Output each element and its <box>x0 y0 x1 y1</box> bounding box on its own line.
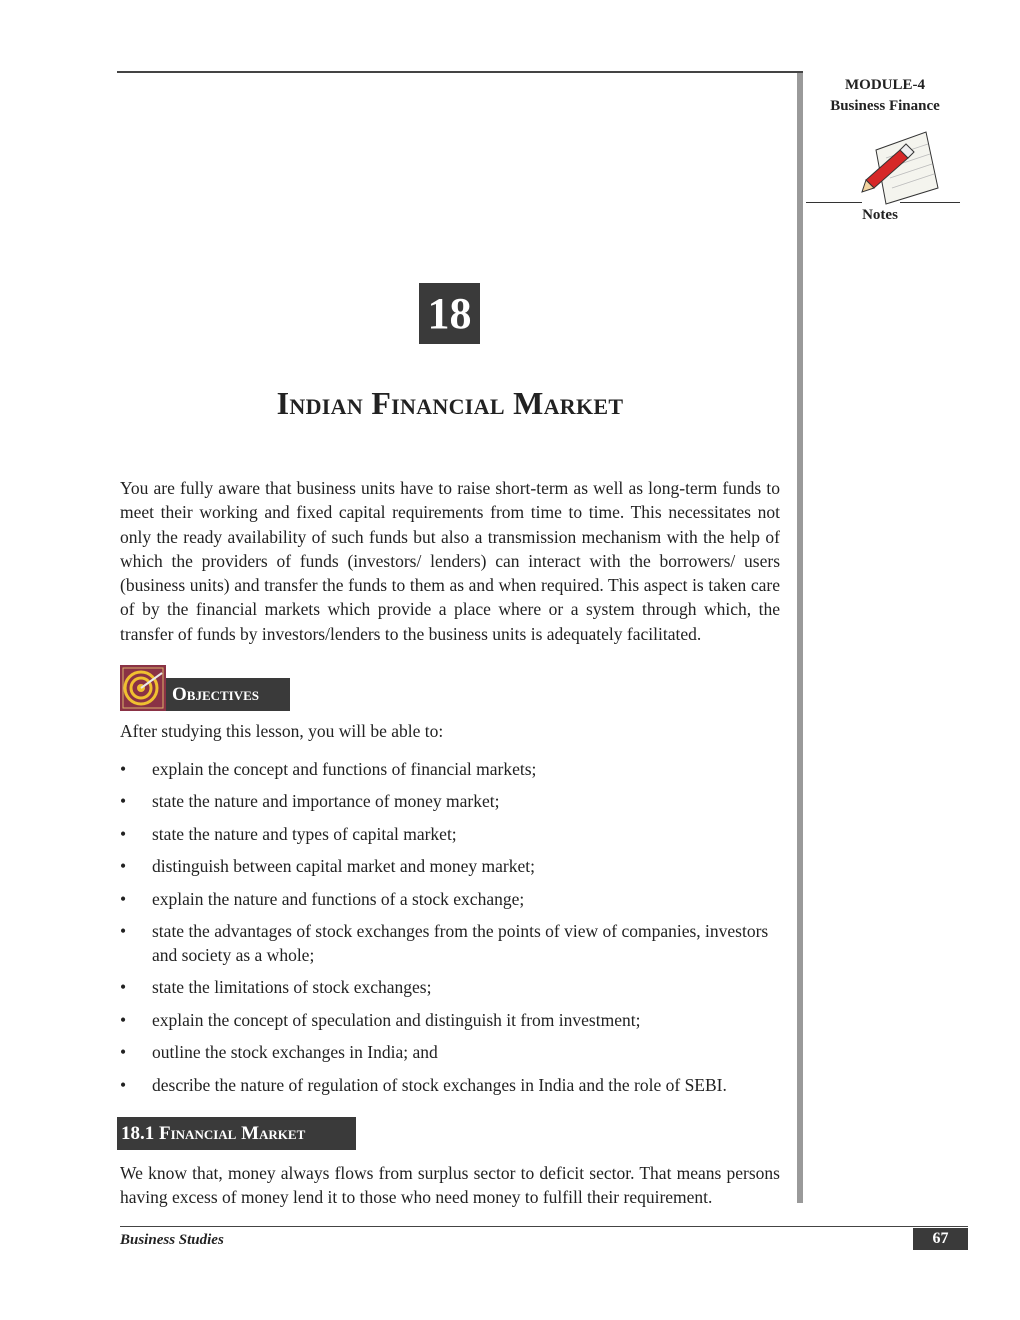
list-item-text: state the limitations of stock exchanges; <box>152 977 432 998</box>
list-item-text: state the advantages of stock exchanges from the points of view of companies, investors and society as a whole; <box>152 920 769 965</box>
list-item <box>120 975 780 999</box>
chapter-number: 18 <box>419 283 480 344</box>
module-subject: Business Finance <box>830 98 940 114</box>
list-item-text: explain the concept and functions of financial markets; <box>152 759 537 779</box>
bullet: • <box>120 977 127 998</box>
list-item <box>120 1008 780 1032</box>
footer-book-title: Business Studies <box>120 1232 224 1248</box>
bottom-rule <box>120 1226 968 1227</box>
bullet: • <box>120 1074 127 1095</box>
list-item-text: state the nature and importance of money market; <box>152 791 500 812</box>
notes-rule-left <box>806 202 862 203</box>
objectives-heading: Objectives <box>166 678 290 711</box>
list-item <box>120 919 780 967</box>
list-item-text: describe the nature of regulation of stock exchanges in India and the role of SEBI. <box>152 1074 727 1095</box>
objectives-target-icon <box>120 665 166 711</box>
list-item <box>120 1073 780 1097</box>
module-header <box>810 75 960 117</box>
list-item <box>120 887 780 911</box>
bullet: • <box>120 856 127 877</box>
chapter-title: Indian Financial Market <box>276 385 624 421</box>
bullet: • <box>120 759 127 779</box>
list-item <box>120 789 780 813</box>
bullet: • <box>120 1042 127 1063</box>
module-label: MODULE-4 <box>845 77 925 93</box>
notes-rule-right <box>900 202 960 203</box>
objectives-intro: After studying this lesson, you will be able to: <box>120 721 444 741</box>
notes-pencil-icon <box>856 128 940 208</box>
list-item-text: outline the stock exchanges in India; and <box>152 1042 438 1063</box>
bullet: • <box>120 920 127 941</box>
list-item-text: explain the concept of speculation and distinguish it from investment; <box>152 1009 641 1030</box>
list-item <box>120 854 780 878</box>
list-item <box>120 757 780 781</box>
bullet: • <box>120 1009 127 1030</box>
section-title: Financial Market <box>159 1123 306 1144</box>
top-rule <box>117 71 803 73</box>
section-number: 18.1 <box>121 1123 155 1144</box>
objectives-list <box>120 757 780 1105</box>
bullet: • <box>120 823 127 844</box>
list-item-text: distinguish between capital market and money market; <box>152 856 535 877</box>
margin-bar <box>797 73 803 1203</box>
bullet: • <box>120 888 127 909</box>
list-item <box>120 1040 780 1064</box>
intro-paragraph: You are fully aware that business units have to raise short-term as well as long-term funds to meet their working and fixed capital requirements from time to time. This necessitates not only the ready availability of such funds but also a transmission mechanism with the help of which the providers of funds (investors/ lenders) can interact with the borrowers/ users (business units) and transfer the funds to them as and when required. This aspect is taken care of by the financial markets which provide a place where or a system through which, the transfer of funds by investors/lenders to the business units is adequately facilitated. <box>120 478 780 644</box>
section-heading <box>117 1117 356 1150</box>
notes-label: Notes <box>862 207 898 223</box>
section-paragraph: We know that, money always flows from surplus sector to deficit sector. That means persons having excess of money lend it to those who need money to fulfill their requirement. <box>120 1163 780 1208</box>
page-number: 67 <box>913 1228 968 1250</box>
bullet: • <box>120 791 127 812</box>
list-item-text: explain the nature and functions of a stock exchange; <box>152 888 525 909</box>
list-item <box>120 822 780 846</box>
list-item-text: state the nature and types of capital market; <box>152 823 457 844</box>
